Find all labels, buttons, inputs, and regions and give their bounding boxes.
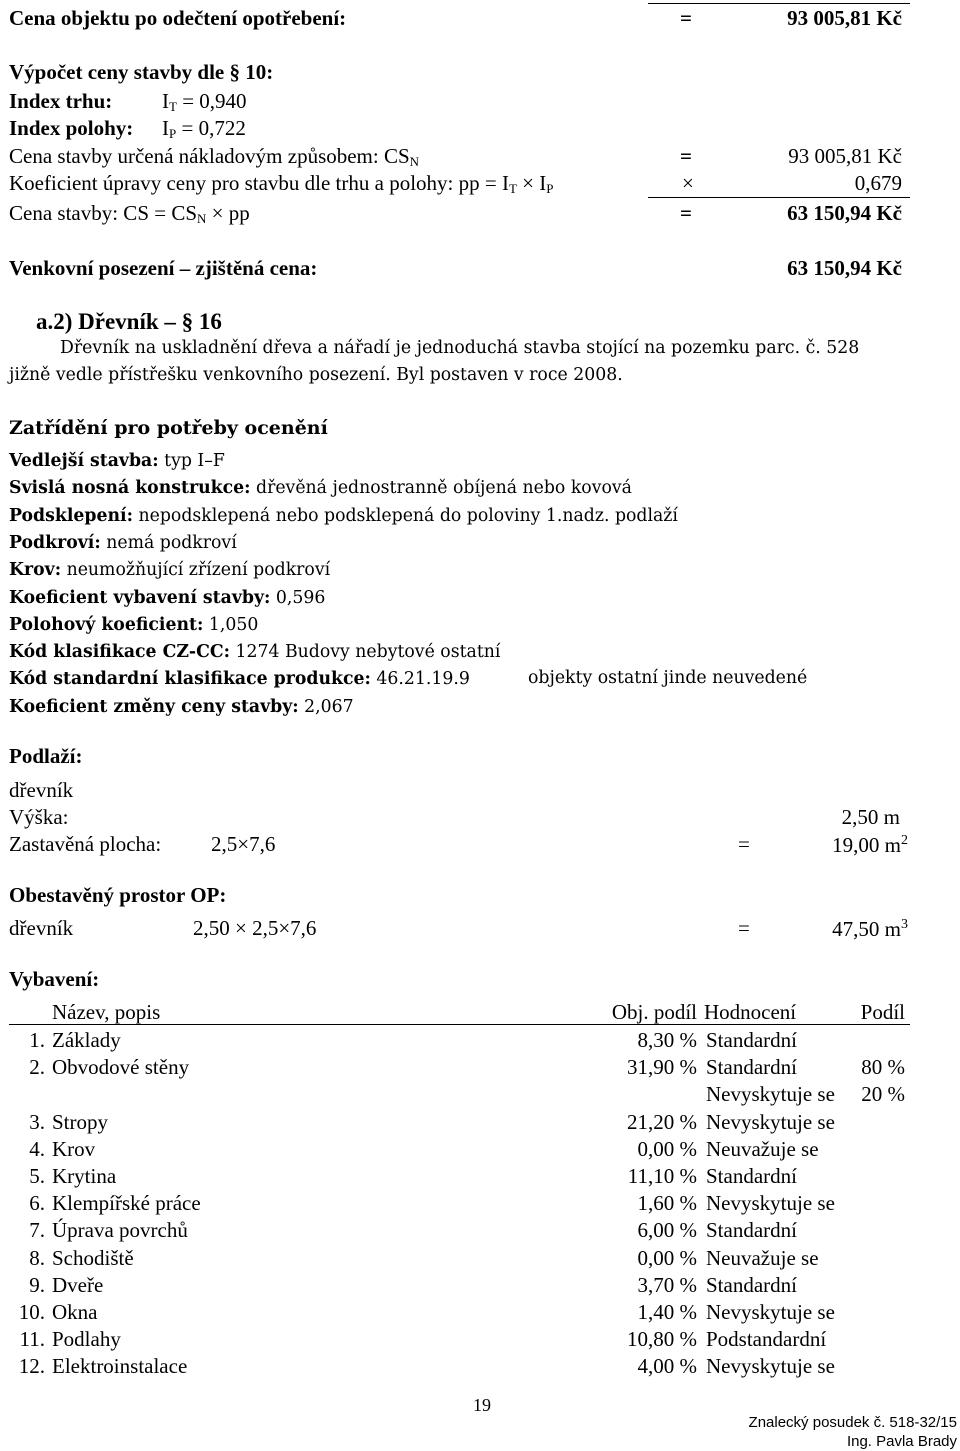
plocha-op: = — [738, 832, 750, 856]
summary-top-rule — [648, 3, 910, 4]
classification-label: Kód klasifikace CZ-CC: — [9, 642, 230, 663]
row-name: Úprava povrchů — [52, 1218, 188, 1243]
classification-row — [9, 451, 225, 471]
row-name: Podlahy — [52, 1327, 121, 1352]
op-name: dřevník — [9, 916, 74, 940]
index-polohy-label: Index polohy: — [9, 116, 134, 140]
classification-value: dřevěná jednostranně obíjená nebo kovová — [250, 478, 632, 499]
classification-label: Kód standardní klasifikace produkce: — [9, 669, 371, 690]
koef-rule — [648, 197, 910, 198]
classification-row — [9, 642, 500, 662]
koef-label: Koeficient úpravy ceny pro stavbu dle trhu a polohy: pp = $I_T \times I_P$ — [9, 171, 554, 196]
classification-value: nemá podkroví — [100, 532, 237, 553]
page-number: 19 — [473, 1395, 491, 1415]
summary-value: 93 005,81 Kč — [787, 6, 902, 30]
classification-value: typ I–F — [158, 451, 225, 471]
index-trhu-value: $I_T = 0,940$ — [162, 89, 247, 114]
row-number: 8. — [29, 1245, 45, 1270]
vybaveni-header-rule — [9, 1024, 910, 1025]
row-share: 31,90 % — [627, 1055, 697, 1080]
row-number: 4. — [29, 1136, 45, 1161]
row-name: Krov — [52, 1136, 96, 1161]
summary-op: = — [680, 6, 692, 30]
cs-op: = — [680, 201, 692, 225]
venkovni-value: 63 150,94 Kč — [787, 256, 902, 280]
row-share: 0,00 % — [637, 1245, 697, 1270]
classification-title: Zatřídění pro potřeby ocenění — [9, 417, 328, 439]
section-desc-1: Dřevník na uskladnění dřeva a nářadí je jednoduchá stavba stojící na pozemku parc. č. 528 — [60, 338, 860, 358]
row-share: 1,40 % — [637, 1300, 697, 1324]
header-rating: Hodnocení — [704, 1000, 797, 1024]
row-rating: Nevyskytuje se — [706, 1082, 835, 1107]
podlazi-title: Podlaží: — [9, 744, 83, 768]
row-number: 12. — [18, 1354, 45, 1379]
row-share: 3,70 % — [637, 1272, 697, 1297]
row-name: Schodiště — [52, 1245, 134, 1270]
row-number: 11. — [19, 1327, 45, 1352]
header-name: Název, popis — [52, 1000, 161, 1024]
row-number: 3. — [29, 1109, 45, 1134]
row-share: 4,00 % — [637, 1354, 697, 1379]
section-desc-2: jižně vedle přístřešku venkovního posezení. Byl postaven v roce 2008. — [9, 365, 623, 385]
row-name: Elektroinstalace — [52, 1354, 188, 1379]
plocha-label: Zastavěná plocha: — [9, 832, 162, 856]
row-number: 5. — [29, 1164, 45, 1188]
row-rating: Nevyskytuje se — [706, 1191, 835, 1216]
row-rating: Neuvažuje se — [706, 1245, 819, 1270]
cs-value: 63 150,94 Kč — [787, 201, 902, 225]
op-formula: 2,50 × 2,5×7,6 — [193, 916, 317, 940]
row-number: 9. — [29, 1272, 45, 1297]
row-share: 8,30 % — [637, 1028, 697, 1052]
vyska-value: 2,50 m — [841, 805, 900, 829]
classification-value: 1,050 — [203, 614, 259, 635]
podlazi-name: dřevník — [9, 778, 74, 802]
op-title: Obestavěný prostor OP: — [9, 883, 227, 907]
classification-label: Svislá nosná konstrukce: — [9, 478, 251, 499]
row-rating: Podstandardní — [706, 1327, 827, 1352]
classification-label: Podsklepení: — [9, 505, 133, 526]
classification-label: Krov: — [9, 560, 62, 581]
index-trhu-label: Index trhu: — [9, 89, 113, 113]
row-number: 6. — [29, 1191, 45, 1216]
classification-label: Vedlejší stavba: — [9, 451, 159, 471]
section-title: a.2) Dřevník – § 16 — [36, 309, 222, 334]
row-part: 80 % — [861, 1055, 905, 1080]
classification-label: Koeficient vybavení stavby: — [9, 587, 271, 608]
row-rating: Neuvažuje se — [706, 1136, 819, 1161]
row-rating: Standardní — [706, 1164, 797, 1188]
classification-value: nepodsklepená nebo podsklepená do poloviny 1.nadz. podlaží — [133, 505, 678, 526]
cena-naklad-op: = — [680, 144, 692, 168]
row-share: 6,00 % — [637, 1218, 697, 1243]
classification-value: 1274 Budovy nebytové ostatní — [230, 642, 501, 663]
classification-label: Podkroví: — [9, 532, 101, 553]
venkovni-label: Venkovní posezení – zjištěná cena: — [9, 256, 318, 280]
classification-value: 2,067 — [298, 696, 354, 717]
row-rating: Standardní — [706, 1272, 797, 1297]
classification-row — [9, 560, 330, 580]
header-part: Podíl — [860, 1000, 905, 1024]
op-value: 47,50 $m^3$ — [832, 917, 908, 941]
row-rating: Standardní — [706, 1028, 797, 1052]
row-share: 21,20 % — [627, 1109, 697, 1134]
classification-value: 46.21.19.9 — [370, 669, 470, 690]
footer-doc: Znalecký posudek č. 518-32/15 — [748, 1414, 957, 1431]
row-part: 20 % — [861, 1082, 905, 1107]
row-rating: Nevyskytuje se — [706, 1354, 835, 1379]
row-share: 0,00 % — [637, 1136, 697, 1161]
classification-row — [9, 669, 470, 689]
row-name: Klempířské práce — [52, 1191, 201, 1216]
row-share: 1,60 % — [637, 1191, 697, 1216]
row-rating: Standardní — [706, 1055, 797, 1080]
row-number: 10. — [18, 1300, 45, 1324]
classification-row — [9, 533, 237, 553]
index-polohy-value: $I_P = 0,722$ — [162, 116, 246, 141]
classification-row — [9, 478, 632, 498]
row-rating: Standardní — [706, 1218, 797, 1243]
row-share: 11,10 % — [627, 1164, 697, 1188]
row-name: Obvodové stěny — [52, 1055, 190, 1080]
row-name: Dveře — [52, 1272, 104, 1297]
classification-label: Polohový koeficient: — [9, 614, 204, 635]
cena-naklad-value: 93 005,81 Kč — [788, 144, 902, 168]
row-name: Základy — [52, 1028, 121, 1052]
cs-label: Cena stavby: CS = $CS_N$ × pp — [9, 201, 250, 226]
cena-naklad-label: Cena stavby určená nákladovým způsobem: $CS_N$ — [9, 144, 420, 169]
vybaveni-title: Vybavení: — [9, 967, 100, 991]
summary-label: Cena objektu po odečtení opotřebení: — [9, 6, 347, 30]
op-op: = — [738, 916, 750, 940]
classification-row — [9, 506, 678, 526]
row-name: Okna — [52, 1300, 98, 1324]
row-name: Krytina — [52, 1164, 117, 1188]
row-share: 10,80 % — [627, 1327, 697, 1352]
row-rating: Nevyskytuje se — [706, 1109, 835, 1134]
row-number: 1. — [29, 1028, 45, 1052]
classification-row — [9, 588, 325, 608]
classification-row — [9, 615, 258, 635]
row-number: 7. — [29, 1218, 45, 1243]
classification-label: Koeficient změny ceny stavby: — [9, 696, 299, 717]
row-number: 2. — [29, 1055, 45, 1080]
footer-author: Ing. Pavla Brady — [846, 1433, 957, 1450]
koef-value: 0,679 — [854, 171, 902, 195]
header-share: Obj. podíl — [611, 1000, 697, 1024]
plocha-value: 19,00 $m^2$ — [832, 833, 908, 857]
classification-value: neumožňující zřízení podkroví — [61, 560, 331, 581]
classification-value: 0,596 — [270, 587, 326, 608]
calc-heading: Výpočet ceny stavby dle § 10: — [9, 60, 274, 84]
cz-cpa-desc: objekty ostatní jinde neuvedené — [528, 668, 808, 688]
plocha-formula: 2,5×7,6 — [211, 832, 276, 856]
row-name: Stropy — [52, 1109, 109, 1134]
koef-op: × — [682, 171, 694, 195]
classification-row — [9, 697, 354, 717]
row-rating: Nevyskytuje se — [706, 1300, 835, 1324]
vyska-label: Výška: — [9, 805, 69, 829]
